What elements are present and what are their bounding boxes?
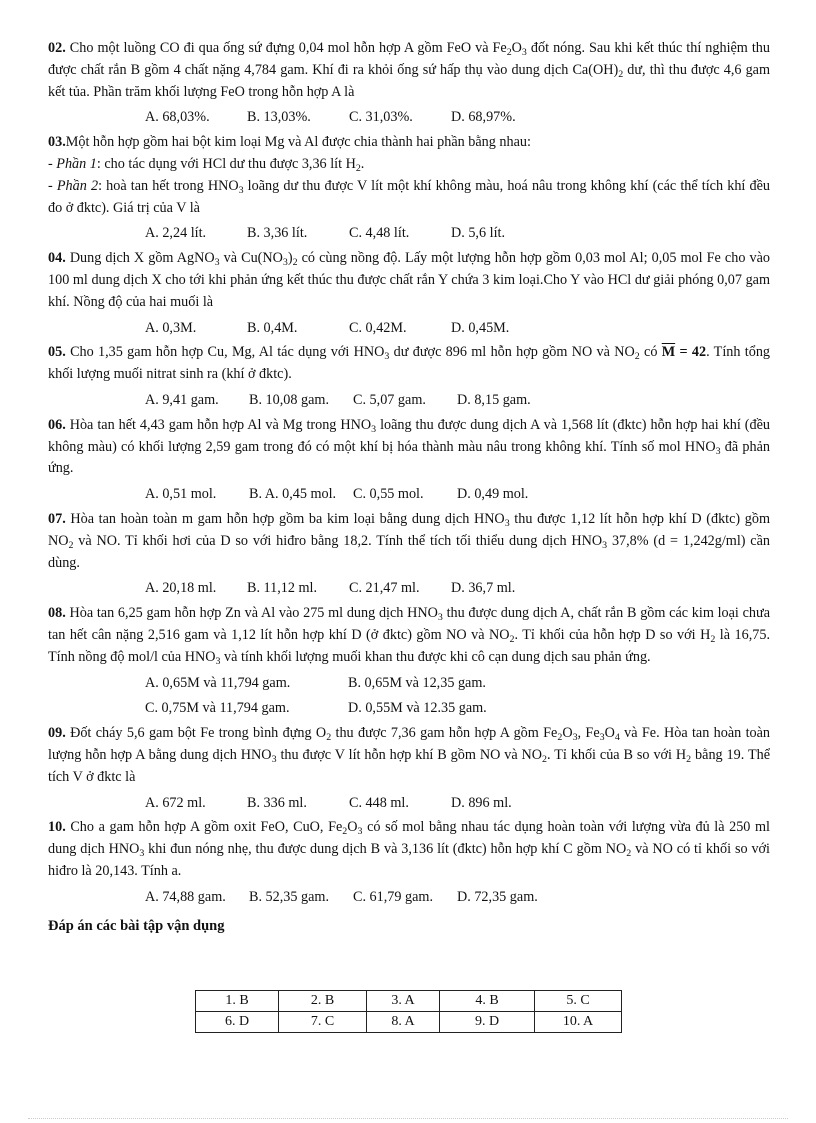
table-cell: 7. C [279,1012,367,1033]
table-cell: 6. D [196,1012,279,1033]
option-c: C. 0,75M và 11,794 gam. [145,700,290,717]
question-09 [48,723,770,814]
question-07 [48,509,770,600]
question-text: 10. Cho a gam hỗn hợp A gồm oxit FeO, CuO, $Fe_2O_3$ có số mol bằng nhau tác dụng hoàn toàn với lượng vừa đủ là 250 ml dung dịch $HNO_3$ khi đun nóng nhẹ, thu được dung dịch B và 3,136 lít (đktc) hỗn hợp khí C gồm $NO_2$ và NO có tỉ khối so với hiđro là 20,143. Tính a. [48,819,770,879]
question-03 [48,132,770,245]
table-cell: 4. B [440,991,535,1012]
question-05 [48,342,770,411]
answer-options [145,223,770,245]
answer-options [145,390,770,412]
option-d: D. 5,6 lít. [451,225,505,242]
option-c: C. 31,03%. [349,109,413,126]
question-08 [48,603,770,720]
answers-heading: Đáp án các bài tập vận dụng [48,918,225,935]
option-d: D. 68,97%. [451,109,516,126]
document-page [48,38,770,938]
table-cell: 8. A [367,1012,440,1033]
question-text: 07. Hòa tan hoàn toàn m gam hỗn hợp gồm ba kim loại bằng dung dịch $HNO_3$ thu được 1,12 lít hỗn hợp khí D (đktc) gồm $NO_2$ và NO. Tỉ khối hơi của D so với hiđro bằng 18,2. Tính thể tích tối thiểu dung dịch $HNO_3$ 37,8% (d = 1,242g/ml) cần dùng. [48,510,771,571]
option-a: A. 74,88 gam. [145,888,226,905]
option-a: A. 2,24 lít. [145,225,207,242]
question-text: 02. Cho một luồng CO đi qua ống sứ đựng 0,04 mol hỗn hợp A gồm FeO và $Fe_2O_3$ đốt nóng. Sau khi kết thúc thí nghiệm thu được chất rắn B gồm 4 chất nặng 4,784 gam. Khí đi ra khỏi ống sứ hấp thụ vào dung dịch $Ca(OH)_2$ dư, thì thu được 4,6 gam kết tủa. Phần trăm khối lượng FeO trong hỗn hợp A là [48,40,770,100]
option-c: C. 5,07 gam. [353,391,426,408]
question-text: 05. Cho 1,35 gam hỗn hợp Cu, Mg, Al tác dụng với $HNO_3$ dư được 896 ml hỗn hợp gồm NO và $NO_2$ có $\overline{M} = 42$. Tính tổng khối lượng muối nitrat sinh ra (khí ở đktc). [48,344,771,383]
option-c: C. 21,47 ml. [349,580,420,597]
option-c: C. 448 ml. [349,794,409,811]
answer-options [145,578,770,600]
option-d: D. 0,45M. [451,319,510,336]
table-cell: 5. C [535,991,622,1012]
option-a: A. 672 ml. [145,794,206,811]
answer-options [145,107,770,129]
option-d: D. 0,55M và 12.35 gam. [348,700,487,717]
option-b: B. 13,03%. [247,109,311,126]
option-b: B. 0,4M. [247,319,298,336]
option-b: B. 52,35 gam. [249,888,329,905]
molar-mass-symbol: $\overline{M}$ [661,344,676,361]
answer-key-table [195,990,622,1033]
table-cell: 9. D [440,1012,535,1033]
option-b: B. 11,12 ml. [247,580,318,597]
option-d: D. 36,7 ml. [451,580,516,597]
option-b: B. 336 ml. [247,794,307,811]
question-text: 09. Đốt cháy 5,6 gam bột Fe trong bình đựng $O_2$ thu được 7,36 gam hỗn hợp A gồm $Fe_2O_3$, $Fe_3O_4$ và Fe. Hòa tan hoàn toàn lượng hỗn hợp A bằng dung dịch $HNO_3$ thu được V lít hỗn hợp khí B gồm NO và $NO_2$. Tỉ khối của B so với $H_2$ bằng 19. Thể tích V ở đktc là [48,725,771,785]
question-10 [48,817,770,908]
question-text: 04. Dung dịch X gồm AgNO$_3$ và $Cu(NO_3)_2$ có cùng nồng độ. Lấy một lượng hỗn hợp gồm 0,03 mol Al; 0,05 mol Fe cho vào 100 ml dung dịch X cho tới khi phản ứng kết thúc thu được chất rắn Y chứa 3 kim loại.Cho Y vào HCl dư giải phóng 0,07 gam khí. Nồng độ của hai muối là [48,250,770,310]
question-text: 08. Hòa tan 6,25 gam hỗn hợp Zn và Al vào 275 ml dung dịch $HNO_3$ thu được dung dịch A, chất rắn B gồm các kim loại chưa tan hết cân nặng 2,516 gam và 1,12 lít hỗn hợp khí D (ở đktc) gồm NO và $NO_2$. Tỉ khối của hỗn hợp D so với $H_2$ là 16,75. Tính nồng độ mol/l của $HNO_3$ và tính khối lượng muối khan thu được khi cô cạn dung dịch sau phản ứng. [48,605,770,667]
option-b: B. A. 0,45 mol. [249,486,337,503]
table-cell: 1. B [196,991,279,1012]
question-part-2: - Phần 2: hoà tan hết trong $HNO_3$ loãng dư thu được V lít một khí không màu, hoá nâu trong không khí (các thể tích khí đều đo ở đktc). Giá trị của V là [48,177,770,216]
option-c: C. 0,55 mol. [353,486,424,503]
option-b: B. 0,65M và 12,35 gam. [348,674,486,691]
answer-options-row-1 [145,673,770,695]
option-d: D. 8,15 gam. [457,391,531,408]
question-text: 06. Hòa tan hết 4,43 gam hỗn hợp Al và Mg trong $HNO_3$ loãng thu được dung dịch A và 1,568 lít (đktc) hỗn hợp hai khí (đều không màu) có khối lượng 2,59 gam trong đó có một khí bị hóa thành màu nâu trong không khí. Tính số mol $HNO_3$ đã phản ứng. [48,416,771,477]
question-02 [48,38,770,129]
table-cell: 2. B [279,991,367,1012]
option-a: A. 0,51 mol. [145,486,217,503]
option-a: A. 20,18 ml. [145,580,217,597]
option-c: C. 61,79 gam. [353,888,433,905]
answer-options [145,793,770,815]
table-cell: 10. A [535,1012,622,1033]
option-c: C. 0,42M. [349,319,407,336]
option-a: A. 9,41 gam. [145,391,219,408]
page-bottom-divider [28,1118,788,1119]
question-04 [48,248,770,339]
option-b: B. 10,08 gam. [249,391,329,408]
table-row [196,1012,622,1033]
question-text: 03.Một hỗn hợp gồm hai bột kim loại Mg và Al được chia thành hai phần bằng nhau: [48,134,531,151]
option-c: C. 4,48 lít. [349,225,410,242]
option-a: A. 68,03%. [145,109,210,126]
table-cell: 3. A [367,991,440,1012]
answer-options [145,318,770,340]
option-d: D. 0,49 mol. [457,486,529,503]
question-06 [48,415,770,506]
option-a: A. 0,65M và 11,794 gam. [145,674,291,691]
option-d: D. 72,35 gam. [457,888,538,905]
answer-options [145,887,770,909]
option-b: B. 3,36 lít. [247,225,308,242]
answer-options-row-2 [145,698,770,720]
option-a: A. 0,3M. [145,319,197,336]
option-d: D. 896 ml. [451,794,512,811]
question-part-1: - Phần 1: cho tác dụng với HCl dư thu được 3,36 lít $H_2$. [48,155,365,174]
table-row [196,991,622,1012]
answer-options [145,484,770,506]
